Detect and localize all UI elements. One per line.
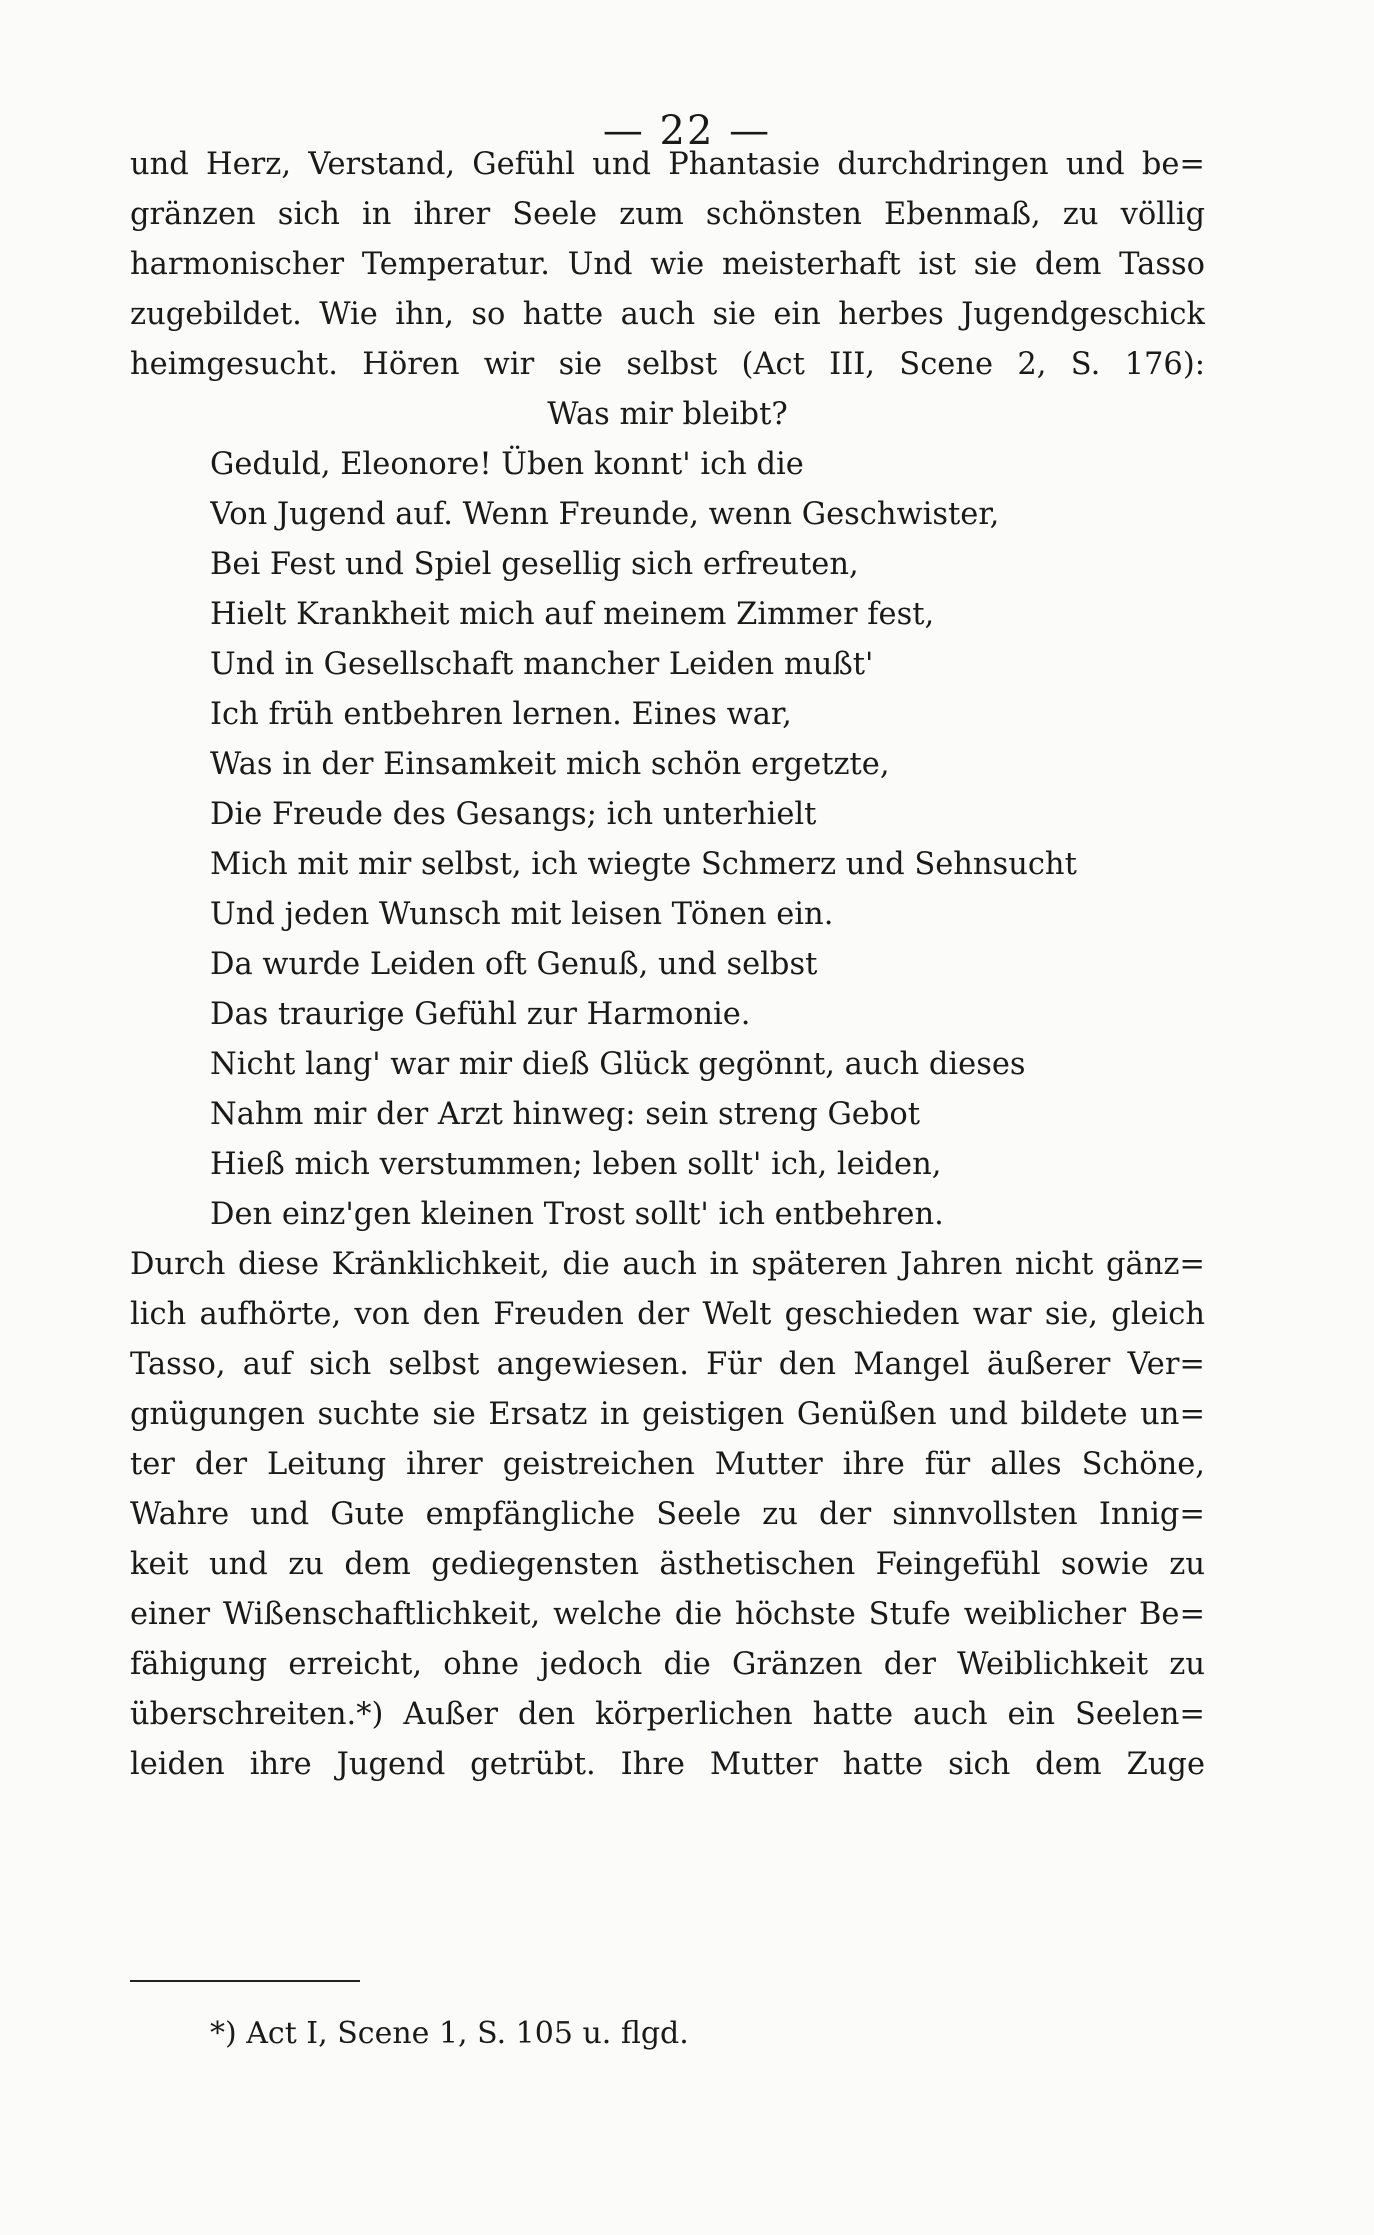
verse-line: Das traurige Gefühl zur Harmonie. (210, 997, 751, 1032)
text-line: fähigung erreicht, ohne jedoch die Gränzen der Weiblichkeit zu (130, 1647, 1205, 1682)
footnote: *) Act I, Scene 1, S. 105 u. flgd. (210, 2016, 689, 2051)
verse-line: Was in der Einsamkeit mich schön ergetzte, (210, 747, 890, 782)
text-line: leiden ihre Jugend getrübt. Ihre Mutter hatte sich dem Zuge (130, 1747, 1205, 1782)
text-line: zugebildet. Wie ihn, so hatte auch sie ein herbes Jugendgeschick (130, 297, 1205, 332)
verse-line: Nicht lang' war mir dieß Glück gegönnt, auch dieses (210, 1047, 1026, 1082)
text-line: und Herz, Verstand, Gefühl und Phantasie durchdringen und be= (130, 147, 1205, 182)
text-line: überschreiten.*) Außer den körperlichen hatte auch ein Seelen= (130, 1697, 1205, 1732)
verse-line: Da wurde Leiden oft Genuß, und selbst (210, 947, 818, 982)
verse-line: Bei Fest und Spiel gesellig sich erfreuten, (210, 547, 859, 582)
text-line: gnügungen suchte sie Ersatz in geistigen Genüßen und bildete un= (130, 1397, 1205, 1432)
verse-line: Von Jugend auf. Wenn Freunde, wenn Geschwister, (210, 497, 1000, 532)
page-number: — 22 — (602, 108, 772, 154)
text-line: ter der Leitung ihrer geistreichen Mutter ihre für alles Schöne, (130, 1447, 1205, 1482)
verse-line: Hieß mich verstummen; leben sollt' ich, leiden, (210, 1147, 942, 1182)
verse-line: Mich mit mir selbst, ich wiegte Schmerz und Sehnsucht (210, 847, 1077, 882)
footnote-rule (130, 1980, 360, 1982)
verse-line: Den einz'gen kleinen Trost sollt' ich entbehren. (210, 1197, 944, 1232)
text-line: Wahre und Gute empfängliche Seele zu der sinnvollsten Innig= (130, 1497, 1205, 1532)
text-line: einer Wißenschaftlichkeit, welche die höchste Stufe weiblicher Be= (130, 1597, 1205, 1632)
verse-line: Ich früh entbehren lernen. Eines war, (210, 697, 792, 732)
text-line: harmonischer Temperatur. Und wie meisterhaft ist sie dem Tasso (130, 247, 1205, 282)
verse-line: Die Freude des Gesangs; ich unterhielt (210, 797, 817, 832)
text-line: heimgesucht. Hören wir sie selbst (Act III, Scene 2, S. 176): (130, 347, 1205, 382)
verse-line: Hielt Krankheit mich auf meinem Zimmer fest, (210, 597, 935, 632)
verse-line-first: Was mir bleibt? (547, 397, 788, 432)
verse-line: Geduld, Eleonore! Üben konnt' ich die (210, 447, 804, 482)
verse-line: Und in Gesellschaft mancher Leiden mußt' (210, 647, 874, 682)
verse-line: Nahm mir der Arzt hinweg: sein streng Gebot (210, 1097, 921, 1132)
text-line: Tasso, auf sich selbst angewiesen. Für den Mangel äußerer Ver= (130, 1347, 1205, 1382)
text-line: keit und zu dem gediegensten ästhetischen Feingefühl sowie zu (130, 1547, 1205, 1582)
text-line: gränzen sich in ihrer Seele zum schönsten Ebenmaß, zu völlig (130, 197, 1205, 232)
verse-line: Und jeden Wunsch mit leisen Tönen ein. (210, 897, 834, 932)
text-line: Durch diese Kränklichkeit, die auch in späteren Jahren nicht gänz= (130, 1247, 1205, 1282)
text-line: lich aufhörte, von den Freuden der Welt geschieden war sie, gleich (130, 1297, 1205, 1332)
